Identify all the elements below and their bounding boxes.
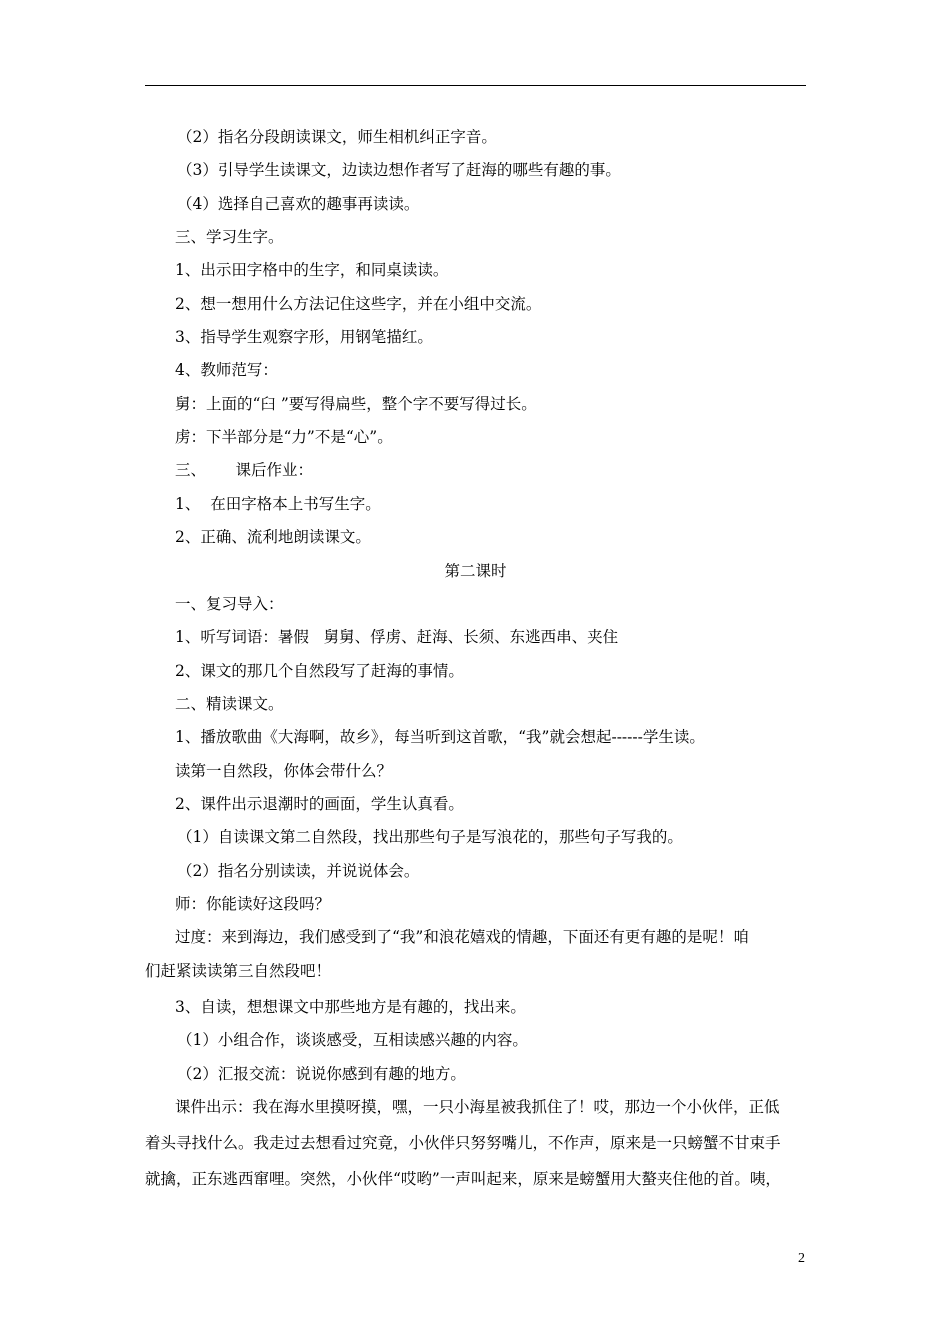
text-line: 课件出示：我在海水里摸呀摸，嘿，一只小海星被我抓住了！哎，那边一个小伙伴，正低 (175, 1098, 780, 1116)
text-line: 过度：来到海边，我们感受到了“我”和浪花嬉戏的情趣，下面还有更有趣的是呢！咱 (175, 928, 749, 946)
section-heading: 一、复习导入： (175, 595, 284, 613)
text-line: 3、自读，想想课文中那些地方是有趣的，找出来。 (175, 998, 526, 1016)
text-line: （2）汇报交流：说说你感到有趣的地方。 (177, 1065, 466, 1083)
text-line: 1、 在田字格本上书写生字。 (175, 495, 381, 513)
text-line: 虏：下半部分是“力”不是“心”。 (175, 428, 393, 446)
text-line: 3、指导学生观察字形，用钢笔描红。 (175, 328, 433, 346)
text-line: 师：你能读好这段吗？ (175, 895, 331, 913)
text-line: 2、正确、流利地朗读课文。 (175, 528, 371, 546)
text-line: 2、课文的那几个自然段写了赶海的事情。 (175, 662, 464, 680)
text-line: （3）引导学生读课文，边读边想作者写了赶海的哪些有趣的事。 (177, 161, 621, 179)
text-line: 1、播放歌曲《大海啊，故乡》，每当听到这首歌，“我”就会想起------学生读。 (175, 728, 705, 746)
text-line: （2）指名分段朗读课文，师生相机纠正字音。 (177, 128, 497, 146)
text-line: 就擒，正东逃西窜哩。突然，小伙伴“哎哟”一声叫起来，原来是螃蟹用大螯夹住他的首。咦， (145, 1170, 781, 1188)
header-rule (145, 85, 806, 86)
text-line: 舅：上面的“臼 ”要写得扁些，整个字不要写得过长。 (175, 395, 537, 413)
section-heading: 三、 课后作业： (175, 461, 314, 479)
text-line: 读第一自然段，你体会带什么？ (175, 762, 393, 780)
text-line: （1）自读课文第二自然段，找出那些句子是写浪花的，那些句子写我的。 (177, 828, 683, 846)
page-number: 2 (798, 1251, 805, 1266)
text-line: 4、教师范写： (175, 361, 278, 379)
text-line: （2）指名分别读读，并说说体会。 (177, 862, 420, 880)
text-line: 2、课件出示退潮时的画面，学生认真看。 (175, 795, 464, 813)
section-heading: 三、学习生字。 (175, 228, 284, 246)
text-line: 1、出示田字格中的生字，和同桌读读。 (175, 261, 449, 279)
text-line: （1）小组合作，谈谈感受，互相读感兴趣的内容。 (177, 1031, 528, 1049)
text-line: 着头寻找什么。我走过去想看过究竟，小伙伴只努努嘴儿，不作声，原来是一只螃蟹不甘束手 (145, 1134, 781, 1152)
text-line: 们赶紧读读第三自然段吧！ (145, 962, 332, 980)
section-heading: 二、精读课文。 (175, 695, 284, 713)
lesson-title: 第二课时 (444, 562, 507, 580)
text-line: （4）选择自己喜欢的趣事再读读。 (177, 195, 420, 213)
text-line: 2、想一想用什么方法记住这些字，并在小组中交流。 (175, 295, 542, 313)
text-line: 1、听写词语：暑假 舅舅、俘虏、赶海、长须、东逃西串、夹住 (175, 628, 619, 646)
